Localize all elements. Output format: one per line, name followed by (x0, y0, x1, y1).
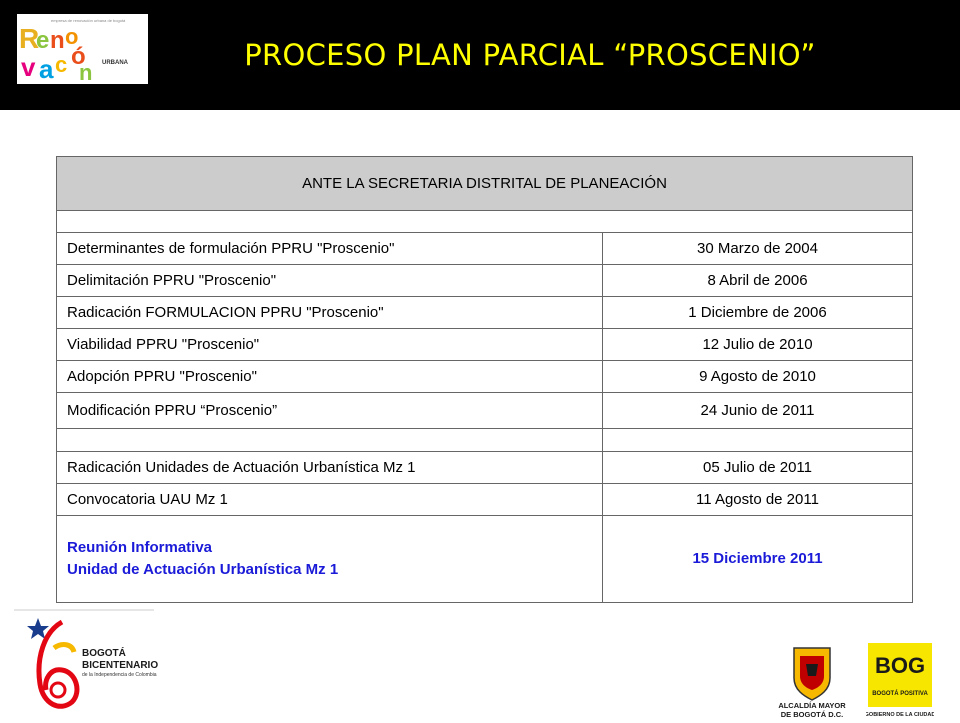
bicentenario-line3: de la Independencia de Colombia (82, 672, 157, 678)
svg-text:R: R (19, 23, 40, 54)
svg-text:e: e (36, 27, 50, 54)
highlight-line2: Unidad de Actuación Urbanística Mz 1 (67, 561, 339, 578)
table-row (57, 484, 913, 516)
svg-text:empresa de renovación urbana d: empresa de renovación urbana de bogotá (51, 18, 126, 23)
alcaldia-logo (772, 642, 852, 718)
table-row-highlight (57, 516, 913, 603)
row-date: 12 Julio de 2010 (603, 329, 913, 360)
bicentenario-line2: BICENTENARIO (82, 660, 159, 671)
bog-positiva-logo (866, 643, 934, 718)
row-label: Determinantes de formulación PPRU "Proscenio" (57, 233, 603, 264)
svg-text:c: c (55, 52, 68, 77)
svg-text:n: n (79, 60, 93, 84)
row-label: Adopción PPRU "Proscenio" (57, 361, 603, 392)
bog-brand: BOG (874, 653, 926, 678)
row-date: 9 Agosto de 2010 (603, 361, 913, 392)
row-date: 1 Diciembre de 2006 (603, 297, 913, 328)
bicentenario-line1: BOGOTÁ (82, 648, 126, 659)
bicentenario-logo (14, 608, 214, 718)
row-date: 30 Marzo de 2004 (603, 233, 913, 264)
row-label: Radicación FORMULACION PPRU "Proscenio" (57, 297, 603, 328)
table-row (57, 297, 913, 329)
row-date: 11 Agosto de 2011 (603, 484, 913, 515)
alcaldia-line2: DE BOGOTÁ D.C. (780, 710, 844, 718)
row-label: Radicación Unidades de Actuación Urbanística Mz 1 (57, 452, 603, 483)
bog-motto: BOGOTÁ POSITIVA (872, 691, 928, 697)
table-row (57, 452, 913, 484)
table-row (57, 233, 913, 265)
svg-text:v: v (21, 52, 36, 82)
svg-text:ó: ó (71, 43, 86, 70)
alcaldia-line1: ALCALDÍA MAYOR (778, 701, 846, 710)
table-header: ANTE LA SECRETARIA DISTRITAL DE PLANEACIÓN (57, 157, 913, 210)
row-label: Delimitación PPRU "Proscenio" (57, 265, 603, 296)
table-row (57, 361, 913, 393)
title-bar (0, 0, 960, 110)
table-row-empty (57, 429, 913, 452)
svg-text:a: a (39, 54, 54, 84)
row-label: Convocatoria UAU Mz 1 (57, 484, 603, 515)
highlight-date: 15 Diciembre 2011 (692, 550, 823, 567)
row-date: 24 Junio de 2011 (603, 393, 913, 428)
renovacion-urbana-logo (17, 14, 148, 84)
svg-text:n: n (50, 27, 65, 54)
table-header-row (57, 157, 913, 211)
table-row-empty (57, 211, 913, 233)
table-row (57, 265, 913, 297)
row-date: 05 Julio de 2011 (603, 452, 913, 483)
svg-text:o: o (65, 24, 79, 49)
svg-text:URBANA: URBANA (102, 60, 128, 66)
highlight-line1: Reunión Informativa (67, 539, 213, 556)
timeline-table (56, 156, 913, 603)
table-row (57, 329, 913, 361)
page-title: PROCESO PLAN PARCIAL “PROSCENIO” (244, 38, 816, 72)
bog-caption: GOBIERNO DE LA CIUDAD (866, 712, 934, 718)
table-row (57, 393, 913, 429)
row-label: Viabilidad PPRU "Proscenio" (57, 329, 603, 360)
row-date: 8 Abril de 2006 (603, 265, 913, 296)
row-label: Modificación PPRU “Proscenio” (57, 393, 603, 428)
highlight-label (67, 537, 338, 581)
